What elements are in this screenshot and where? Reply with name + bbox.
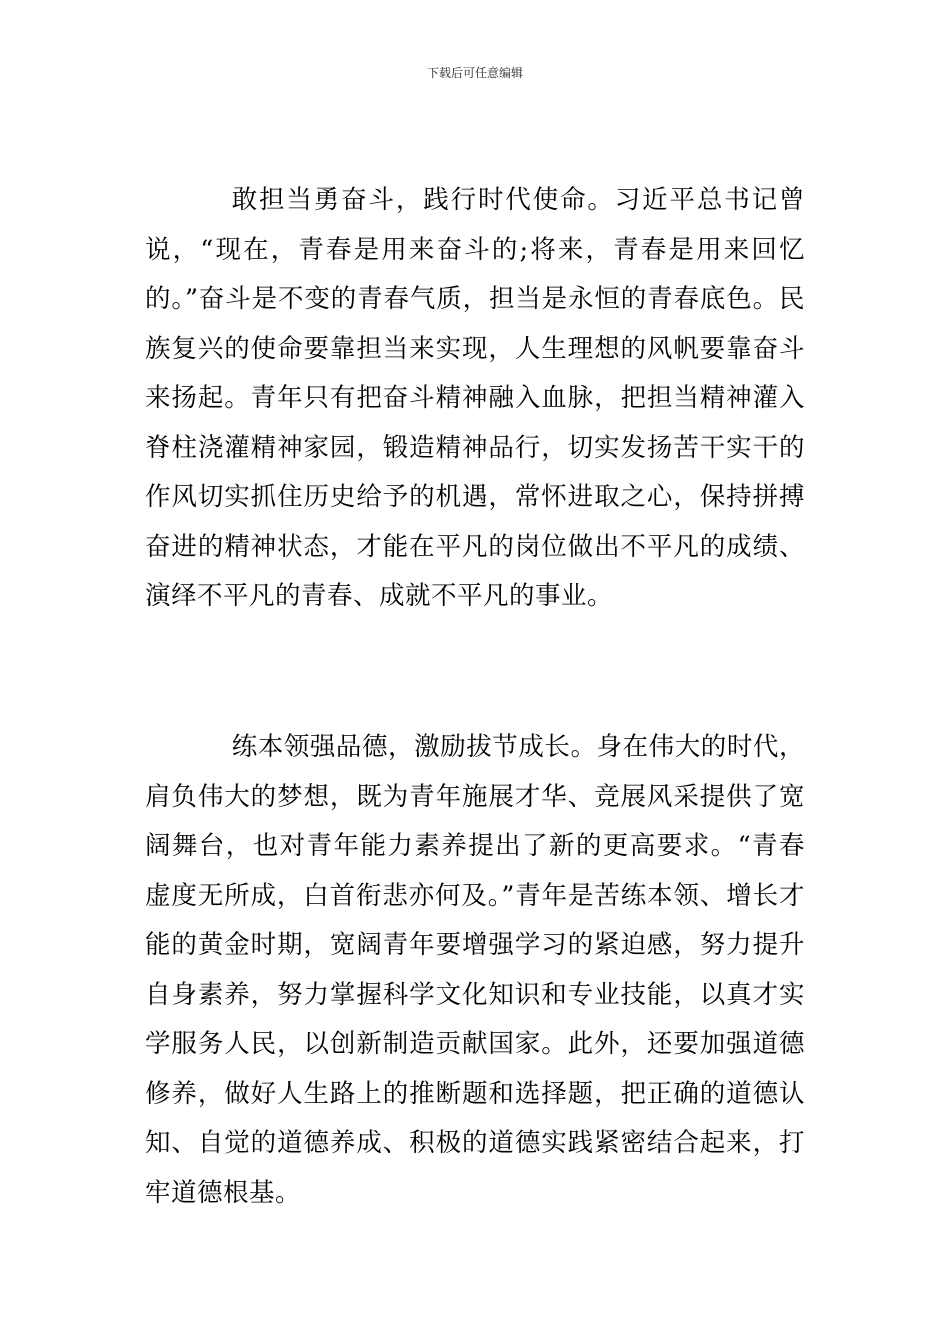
paragraph-2: 练本领强品德，激励拔节成长。身在伟大的时代，肩负伟大的梦想，既为青年施展才华、竞展风采提供了宽阔舞台，也对青年能力素养提出了新的更高要求。“青春虚度无所成，白首衔悲亦何及。”青年是苦练本领、增长才能的黄金时期，宽阔青年要增强学习的紧迫感，努力提升自身素养，努力掌握科学文化知识和专业技能，以真才实学服务人民，以创新制造贡献国家。此外，还要加强道德修养，做好人生路上的推断题和选择题，把正确的道德认知、自觉的道德养成、积极的道德实践紧密结合起来，打牢道德根基。 xyxy=(145,732,805,1208)
page-header: 下载后可任意编辑 xyxy=(426,66,523,80)
paragraph-1: 敢担当勇奋斗，践行时代使命。习近平总书记曾说，“现在，青春是用来奋斗的;将来，青春是用来回忆的。”奋斗是不变的青春气质，担当是永恒的青春底色。民族复兴的使命要靠担当来实现，人生理想的风帆要靠奋斗来扬起。青年只有把奋斗精神融入血脉，把担当精神灌入脊柱浇灌精神家园，锻造精神品行，切实发扬苦干实干的作风切实抓住历史给予的机遇，常怀进取之心，保持拼搏奋进的精神状态，才能在平凡的岗位做出不平凡的成绩、演绎不平凡的青春、成就不平凡的事业。 xyxy=(145,185,805,611)
